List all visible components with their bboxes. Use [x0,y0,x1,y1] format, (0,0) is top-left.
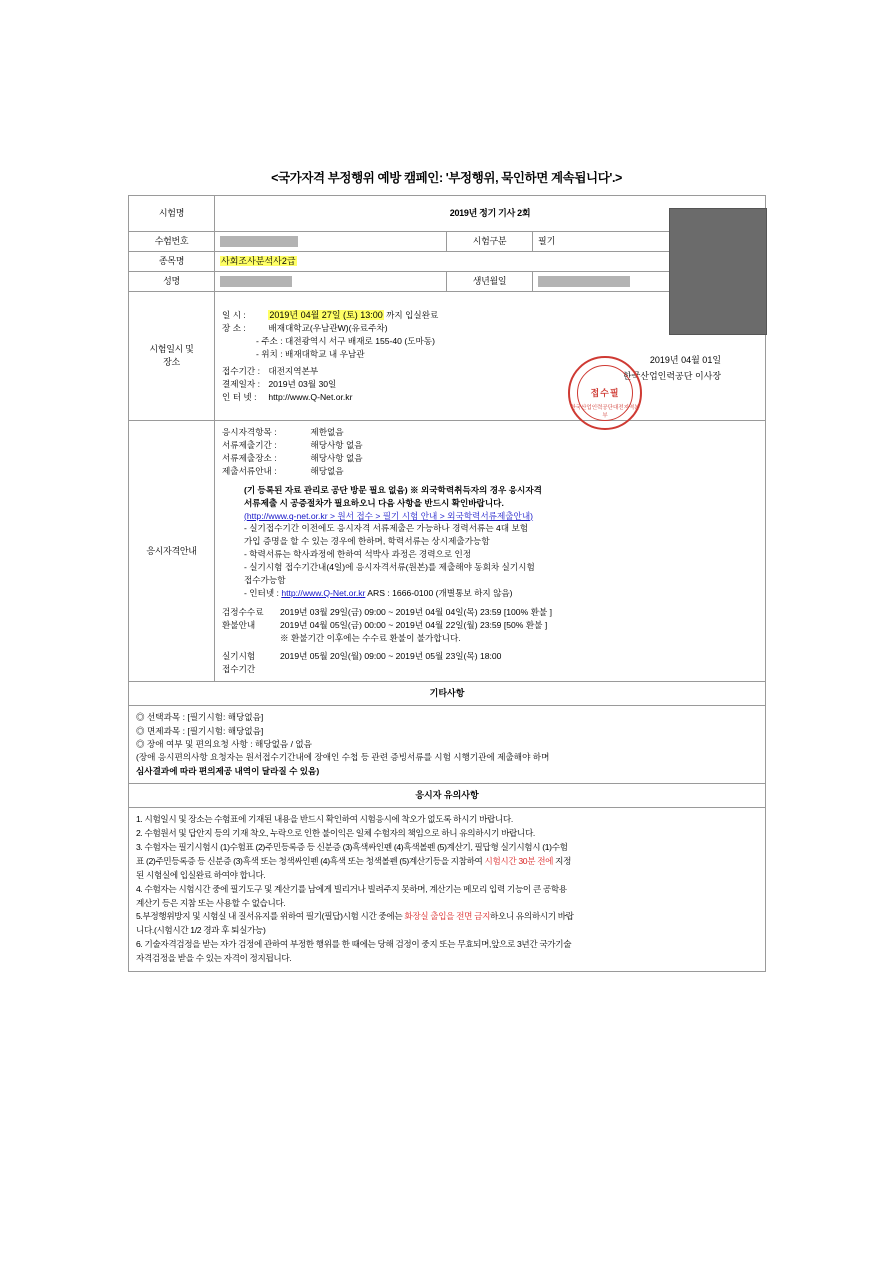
table-row-etc-body [129,706,766,784]
warning-item-0: 1. 시험일시 및 장소는 수험표에 기재된 내용을 반드시 확인하여 시험응시에 착오가 없도록 하시기 바랍니다. [136,813,513,824]
candidate-no-label: 수험번호 [129,232,215,252]
receipt-period-value: 대전지역본부 [268,365,319,376]
qual-ars-prefix: - 인터넷 : [244,587,282,598]
receipt-period-key: 접수기간 : [222,365,260,376]
practical-label-line2: 접수기간 [222,664,256,675]
warning-item-10: 자격검정을 받을 수 있는 자격이 정지됩니다. [136,953,292,964]
etc-item-4: 심사결과에 따라 편의제공 내역이 달라질 수 있음) [136,765,320,776]
practical-period-block [222,650,758,677]
qual-row-2-value: 해당사항 없음 [310,452,363,463]
warnings-header: 응시자 유의사항 [129,783,766,807]
qual-row-0-value: 제한없음 [310,427,344,438]
official-seal-icon [568,356,642,430]
datetime-place-label-line1: 시험일시 및 [149,344,194,355]
fee-label-line2: 환불안내 [222,620,256,631]
exam-datetime-key: 일 시 : [222,309,246,320]
etc-item-2: ◎ 장애 여부 및 편의요청 사항 : 해당없음 / 없음 [136,739,312,749]
qual-bullet-0: - 실기접수기간 이전에도 응시자격 서류제출은 가능하나 경력서류는 4대 보험 [244,523,529,534]
warnings-content [129,807,766,971]
table-row-warnings-body [129,807,766,971]
fee-line-1: 2019년 03월 29일(금) 09:00 ~ 2019년 04월 04일(목) 23:59 [100% 환불 ] [280,606,552,617]
seal-subtext: 한국산업인력공단대전지역본부 [570,405,640,419]
qual-row-1-key: 서류제출기간 : [222,440,277,451]
qual-row-2 [222,452,758,465]
warning-item-7: 5.부정행위방지 및 시험실 내 질서유지를 위하여 필기(필답)시험 시간 중에는 화장실 출입을 전면 금지하오니 유의하시기 바랍 [136,911,574,922]
exam-admission-ticket [128,168,765,972]
table-row-warnings-header [129,783,766,807]
exam-name-label: 시험명 [129,196,215,232]
qual-row-1-value: 해당사항 없음 [310,440,363,451]
warning-item-3: 표 (2)주민등록증 등 신분증 (3)흑색 또는 청색싸인펜 (4)흑색 또는 청색볼펜 (5)계산기등을 지참하여 시험시간 30분 전에 지정 [136,855,572,866]
exam-location-line: - 위치 : 배재대학교 내 우남관 [256,349,365,360]
exam-datetime-tail: 까지 입실완료 [386,309,439,320]
practical-label-col [222,650,280,677]
qual-bullet-1: 가입 증명을 할 수 있는 경우에 한하며, 학력서류는 상시제출가능함 [244,536,490,547]
etc-item-0: ◎ 선택과목 : [필기시험: 해당없음] [136,712,264,723]
fee-value-col [280,606,758,646]
exam-place-value: 배재대학교(우남관W)(유료주차) [268,323,388,334]
redaction-bar [538,276,630,287]
warning-item-6: 계산기 등은 지참 또는 사용할 수 없습니다. [136,897,286,908]
exam-name-value: 2019년 정기 기사 2회 [215,196,766,232]
warning-item-9: 6. 기술자격검정을 받는 자가 검정에 관하여 부정한 행위를 한 때에는 당해 검정이 중지 또는 무효되며,앞으로 3년간 국가기술 [136,939,572,950]
internet-key: 인 터 넷 : [222,391,257,402]
birth-label: 생년월일 [447,272,533,292]
table-row-etc-header [129,682,766,706]
practical-value-col [280,650,758,677]
etc-item-1: ◎ 면제과목 : [필기시험: 해당없음] [136,725,264,736]
exam-address-line: - 주소 : 대전광역시 서구 배재로 155-40 (도마동) [256,336,435,347]
warning-item-5: 4. 수험자는 시험시간 중에 필기도구 및 계산기를 남에게 빌리거나 빌려주지 못하며, 계산기는 메모리 입력 기능이 큰 공학용 [136,883,567,894]
qual-bold-note-1: (기 등록된 자료 관리로 공단 방문 필요 없음) ※ 외국학력취득자의 경우 응시자격 [244,484,542,495]
qual-row-3 [222,465,758,478]
table-row-qualification [129,421,766,682]
etc-item-3: (장애 응시편의사항 요청자는 원서접수기간내에 장애인 수첩 등 관련 증빙서류를 시험 시행기관에 제출해야 하며 [136,752,550,763]
redaction-bar [220,236,298,247]
exam-datetime-value: 2019년 04월 27일 (토) 13:00 [269,309,383,320]
qual-row-3-value: 해당없음 [310,465,344,476]
photo-placeholder [669,208,767,335]
qual-ars-line [222,587,758,600]
name-label: 성명 [129,272,215,292]
qual-bullet-3: - 실기시험 접수기간내(4일)에 응시자격서류(원본)를 제출해야 동회차 실기시험 [244,562,535,573]
qual-link-line [222,510,758,523]
exam-type-label: 시험구분 [447,232,533,252]
warning-item-8: 니다.(시험시간 1/2 경과 후 퇴실가능) [136,925,266,936]
etc-header: 기타사항 [129,682,766,706]
fee-label-line1: 검정수수료 [222,606,264,617]
warning-item-2: 3. 수험자는 필기시험시 (1)수험표 (2)주민등록증 등 신분증 (3)흑색싸인펜 (4)흑색볼펜 (5)계산기, 필답형 실기시험시 (1)수험 [136,841,568,852]
datetime-place-label-line2: 장소 [163,357,180,368]
payment-date-value: 2019년 03월 30일 [268,378,337,389]
internet-value: http://www.Q-Net.or.kr [268,391,353,402]
qual-row-1 [222,439,758,452]
qualification-content [215,421,766,682]
qual-bullet-2: - 학력서류는 학사과정에 한하여 석박사 과정은 경력으로 인정 [244,549,472,560]
qual-bold-note-2: 서류제출 시 공증절차가 필요하오니 다음 사항을 반드시 확인바랍니다. [244,497,504,508]
qual-bullet-4: 접수가능함 [244,574,286,585]
issuer-name: 한국산업인력공단 이사장 [622,371,722,382]
warning-item-1: 2. 수험원서 및 답안지 등의 기재 착오, 누락으로 인한 불이익은 일체 수험자의 책임으로 하니 유의하시기 바랍니다. [136,827,535,838]
exam-type-value: 필기 [533,232,766,252]
datetime-place-label [129,292,215,421]
payment-date-key: 결제일자 : [222,378,260,389]
warning-item-4: 된 시험실에 입실완료 하여야 합니다. [136,869,266,880]
seal-text: 접수필 [590,388,620,398]
practical-label-line1: 실기시험 [222,650,256,661]
candidate-no-value [215,232,447,252]
internet-line [222,391,758,404]
qual-link[interactable]: (http://www.q-net.or.kr > 원서 접수 > 필기 시험 안내 > 외국학력서류제출안내) [244,510,534,521]
qual-row-2-key: 서류제출장소 : [222,452,277,463]
qualification-label: 응시자격안내 [129,421,215,682]
subject-value: 사회조사분석사2급 [221,256,296,267]
qual-ars-tail: ARS : 1666-0100 (개별통보 하지 않음) [365,587,513,598]
issue-date: 2019년 04월 01일 [649,355,722,366]
practical-period-value: 2019년 05월 20일(월) 09:00 ~ 2019년 05월 23일(목) 18:00 [280,650,502,661]
name-value [215,272,447,292]
exam-place-key: 장 소 : [222,323,246,334]
qual-row-0-key: 응시자격항목 : [222,427,277,438]
redaction-bar [220,276,292,287]
etc-content [129,706,766,784]
fee-line-2: 2019년 04월 05일(금) 00:00 ~ 2019년 04월 22일(월) 23:59 [50% 환불 ] [280,620,548,631]
fee-refund-block [222,606,758,646]
campaign-title: <국가자격 부정행위 예방 캠페인: '부정행위, 묵인하면 계속됩니다'.> [271,171,622,185]
fee-label-col [222,606,280,646]
qnet-link[interactable]: http://www.Q-Net.or.kr [281,587,366,598]
qual-row-0 [222,426,758,439]
subject-label: 종목명 [129,252,215,272]
fee-line-3: ※ 환불기간 이후에는 수수료 환불이 불가합니다. [280,633,461,644]
qual-row-3-key: 제출서류안내 : [222,465,277,476]
